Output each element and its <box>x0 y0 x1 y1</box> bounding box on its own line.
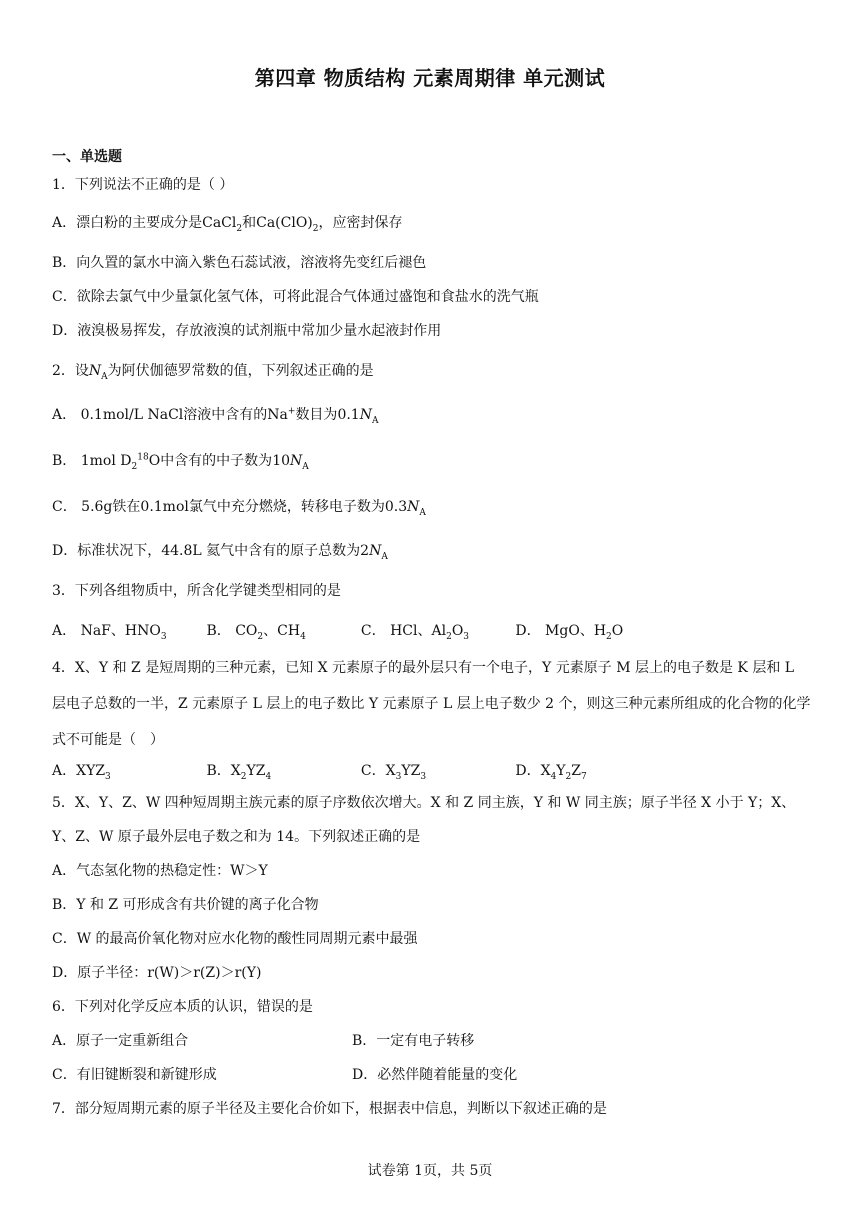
separator: 、 <box>417 623 432 639</box>
q2-c-text: 5.6g <box>81 499 113 515</box>
subscript: A <box>371 415 379 426</box>
symbol-na: N <box>359 407 372 423</box>
q2-b-text: 中含有的中子数为 <box>160 453 273 469</box>
q2-stem-text: 为阿伏伽德罗常数的值，下列叙述正确的是 <box>107 363 374 379</box>
subscript: 2 <box>236 223 243 234</box>
q5-stem: 5．X、Y、Z、W 四种短周期主族元素的原子序数依次增大。X 和 Z 同主族，Y 和 W 同主族；原子半径 X 小于 Y；X、Y、Z、W 原子最外层电子数之和为 14。下列叙述正确的是 <box>52 795 796 845</box>
q4-option-c <box>361 760 511 782</box>
q6-option-c: C．有旧键断裂和新键形成 <box>52 1067 217 1083</box>
q2-stem <box>52 360 812 382</box>
formula-cacl2: CaCl <box>202 215 237 231</box>
subscript: 2 <box>565 771 572 782</box>
q1-a-text: 和 <box>242 215 257 231</box>
symbol-na: N <box>407 499 420 515</box>
q1-option-b: B．向久置的氯水中滴入紫色石蕊试液，溶液将先变红后褪色 <box>52 255 427 271</box>
formula: O <box>611 623 624 639</box>
q6-options-row1 <box>52 1030 812 1050</box>
q2-c-value: 0.3 <box>384 499 408 515</box>
symbol-na: N <box>290 453 303 469</box>
q2-d-value: 2 <box>360 543 370 559</box>
q2-b-value: 10 <box>272 453 291 469</box>
q2-c-text: 氯气中充分燃烧，转移电子数为 <box>188 499 385 515</box>
formula: Al <box>431 623 447 639</box>
formula: MgO <box>545 623 580 639</box>
q2-b-text: B． <box>52 453 77 469</box>
option-letter: C． <box>360 623 386 639</box>
ion-na: Na <box>267 407 288 423</box>
formula: HCl <box>390 623 418 639</box>
subscript: 3 <box>463 631 470 642</box>
separator: 、 <box>110 623 125 639</box>
q2-d-text: D．标准状况下，44.8L 氦气中含有的原子总数为 <box>52 543 361 559</box>
q2-a-text: 数目为 <box>295 407 338 423</box>
superscript: 18 <box>137 452 149 463</box>
q5-option-c: C．W 的最高价氧化物对应水化物的酸性同周期元素中最强 <box>52 931 418 947</box>
q2-option-c <box>52 496 812 518</box>
subscript: 2 <box>606 631 612 642</box>
symbol-na: N <box>88 363 102 379</box>
q1-option-c: C．欲除去氯气中少量氯化氢气体，可将此混合气体通过盛饱和食盐水的洗气瓶 <box>52 289 539 305</box>
subscript: 4 <box>300 631 306 642</box>
superscript: + <box>287 406 296 417</box>
q6-option-d: D．必然伴随着能量的变化 <box>352 1067 518 1083</box>
q3-option-c <box>361 620 511 642</box>
separator: 、 <box>579 623 594 639</box>
subscript: 3 <box>105 771 111 782</box>
subscript: A <box>101 371 108 382</box>
formula: D．X <box>515 763 551 779</box>
formula: CO <box>235 623 258 639</box>
q2-b-text: 1mol D <box>80 453 132 469</box>
q1-option-d: D．液溴极易挥发，存放液溴的试剂瓶中常加少量水起液封作用 <box>52 323 442 339</box>
q2-stem-text: 2．设 <box>52 363 89 379</box>
subscript: A <box>302 461 309 472</box>
q3-options <box>52 620 812 642</box>
formula: B．X <box>206 763 241 779</box>
q7-stem: 7．部分短周期元素的原子半径及主要化合价如下，根据表中信息，判断以下叙述正确的是 <box>52 1101 607 1117</box>
subscript: 2 <box>240 771 247 782</box>
option-letter: D． <box>515 623 541 639</box>
separator: 、 <box>263 623 278 639</box>
q4-stem: 4．X、Y 和 Z 是短周期的三种元素，已知 X 元素原子的最外层只有一个电子，Y 元素原子 M 层上的电子数是 K 层和 L 层电子总数的一半，Z 元素原子 L 层上的电子数比 Y 元素原子 L 层上电子数少 2 个，则这三种元素所组成的化合物的化学式不可能是（ ） <box>52 660 811 748</box>
subscript: 7 <box>581 771 587 782</box>
formula: NaF <box>80 623 111 639</box>
formula: YZ <box>401 763 421 779</box>
page-footer: 试卷第 1页，共 5页 <box>367 1163 493 1179</box>
subscript: A <box>419 507 426 518</box>
q2-a-text: A． <box>52 407 77 423</box>
subscript: 3 <box>395 771 402 782</box>
formula: CH <box>277 623 301 639</box>
subscript: 2 <box>131 461 138 472</box>
formula: Y <box>556 763 566 779</box>
formula: H <box>593 623 607 639</box>
q2-option-b <box>52 450 812 472</box>
q6-option-b: B．一定有电子转移 <box>352 1033 475 1049</box>
subscript: 3 <box>160 631 167 642</box>
q6-options-row2 <box>52 1064 812 1084</box>
q2-a-text: 溶液中含有的 <box>183 407 268 423</box>
q2-c-text: C． <box>52 499 77 515</box>
formula: O <box>451 623 464 639</box>
formula: Z <box>571 763 582 779</box>
subscript: 3 <box>420 771 427 782</box>
subscript: 2 <box>446 631 452 642</box>
subscript: 4 <box>265 771 272 782</box>
q2-option-a <box>52 404 812 426</box>
subscript: 2 <box>257 631 264 642</box>
q3-option-b <box>206 620 356 642</box>
section-heading: 一、单选题 <box>52 149 122 165</box>
formula: YZ <box>246 763 266 779</box>
subscript: A <box>381 551 388 562</box>
q3-stem: 3．下列各组物质中，所含化学键类型相同的是 <box>52 583 341 599</box>
q5-option-d: D．原子半径：r(W)＞r(Z)＞r(Y) <box>52 965 262 981</box>
q1-a-text: ，应密封保存 <box>318 215 403 231</box>
option-letter: A． <box>52 623 77 639</box>
subscript: 4 <box>550 771 557 782</box>
q2-c-text: 0.1mol <box>140 499 189 515</box>
q2-a-text: 0.1mol/L NaCl <box>80 407 184 423</box>
q1-stem: 1．下列说法不正确的是（ ） <box>52 177 234 193</box>
option-letter: B． <box>206 623 231 639</box>
symbol-na: N <box>369 543 382 559</box>
q4-option-b <box>206 760 356 782</box>
formula: HNO <box>124 623 161 639</box>
q2-b-text: O <box>148 453 161 469</box>
q3-option-a <box>52 620 202 642</box>
q1-option-a <box>52 212 812 234</box>
formula: C．X <box>360 763 396 779</box>
q6-stem: 6．下列对化学反应本质的认识，错误的是 <box>52 999 313 1015</box>
q2-a-value: 0.1 <box>337 407 360 423</box>
q4-option-d <box>515 760 665 782</box>
formula: A．XYZ <box>52 763 106 779</box>
q6-option-a: A．原子一定重新组合 <box>52 1033 189 1049</box>
q4-options <box>52 760 812 782</box>
formula-caclo2: Ca(ClO) <box>256 215 313 231</box>
q2-c-text: 铁在 <box>112 499 141 515</box>
q2-option-d <box>52 540 812 562</box>
q5-option-a: A．气态氢化物的热稳定性：W＞Y <box>52 863 268 879</box>
subscript: 2 <box>312 223 319 234</box>
q1-a-text: A．漂白粉的主要成分是 <box>52 215 203 231</box>
q5-option-b: B．Y 和 Z 可形成含有共价键的离子化合物 <box>52 897 319 913</box>
q4-option-a <box>52 760 202 782</box>
page-title: 第四章 物质结构 元素周期律 单元测试 <box>254 66 606 90</box>
q3-option-d <box>515 620 665 642</box>
